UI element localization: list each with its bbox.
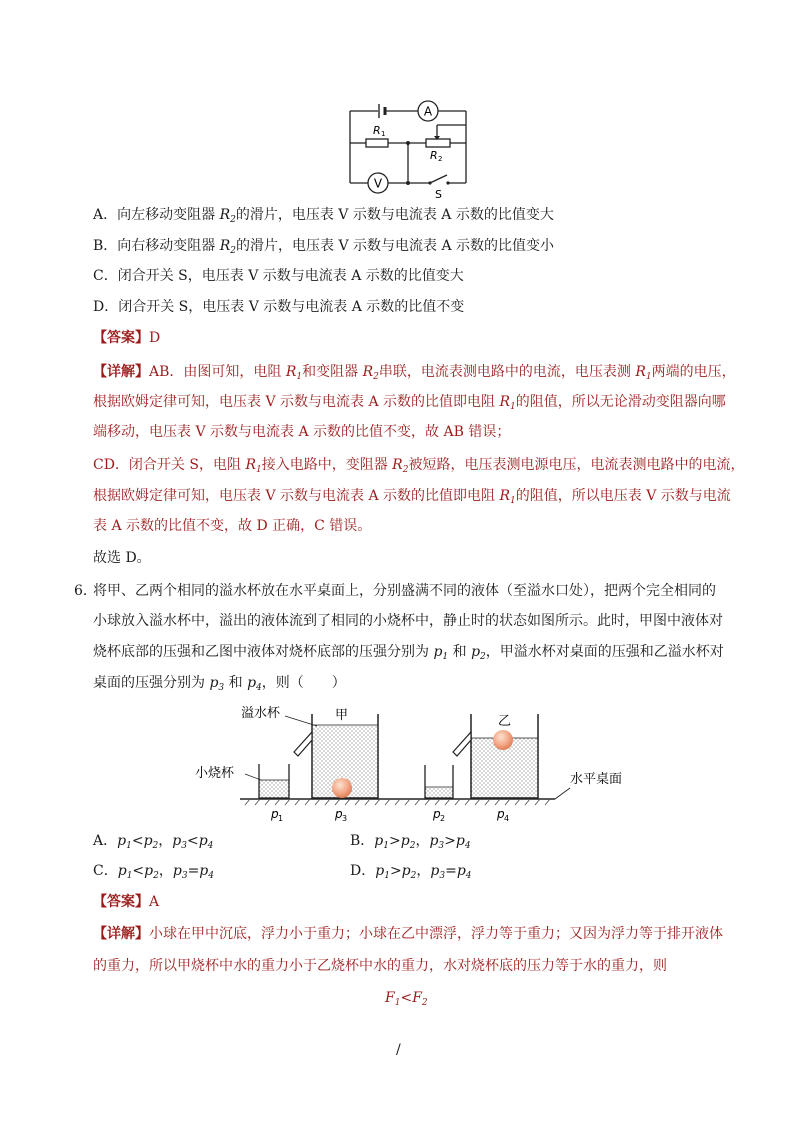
q6-option-a: A．$p_1<p_2$，$p_3<p_4$ <box>93 833 214 851</box>
jia-label: 甲 <box>335 708 349 723</box>
yi-label: 乙 <box>498 714 512 729</box>
p3-sub: 3 <box>342 814 348 823</box>
q6-stem-line-2: 小球放入溢水杯中，溢出的液体流到了相同的小烧杯中，静止时的状态如图所示。此时，甲图中液体对 <box>93 613 723 629</box>
ammeter-label: A <box>423 104 433 119</box>
q6-stem-line-4: 桌面的压强分别为 $p_3$ 和 $p_4$，则（ ） <box>93 675 346 693</box>
q6-answer: 【答案】A <box>93 894 160 910</box>
q6-stem-line-3: 烧杯底部的压强和乙图中液体对烧杯底部的压强分别为 $p_1$ 和 $p_2$，甲溢水杯对桌面的压强和乙溢水杯对 <box>93 644 724 662</box>
q5-detail-line-3: 端移动，电压表 V 示数与电流表 A 示数的比值不变，故 AB 错误； <box>93 424 511 440</box>
r1-sub: 1 <box>381 130 386 138</box>
q5-option-a: A．向左移动变阻器 $R_2$的滑片，电压表 V 示数与电流表 A 示数的比值变大 <box>93 207 554 225</box>
switch-label: S <box>435 188 442 200</box>
q6-number: 6． <box>74 583 97 599</box>
q5-detail-line-2: 根据欧姆定律可知，电压表 V 示数与电流表 A 示数的比值即电阻 $R_1$的阻值，所以无论滑动变阻器向哪 <box>93 394 726 412</box>
voltmeter-label: V <box>373 176 383 191</box>
circuit-diagram <box>340 95 475 200</box>
q5-option-d: D．闭合开关 S，电压表 V 示数与电流表 A 示数的比值不变 <box>93 299 465 315</box>
r2-sub: 2 <box>438 155 443 163</box>
q5-detail-line-6: 表 A 示数的比值不变，故 D 正确，C 错误。 <box>93 518 372 534</box>
small-beaker-label: 小烧杯 <box>195 766 235 781</box>
q6-detail-line-1: 【详解】小球在甲中沉底，浮力小于重力；小球在乙中漂浮，浮力等于重力；又因为浮力等于排开液体 <box>93 926 723 942</box>
q6-detail-line-2: 的重力，所以甲烧杯中水的重力小于乙烧杯中水的重力，水对烧杯底的压力等于水的重力，则 <box>93 958 667 974</box>
r2-label: R <box>430 149 438 162</box>
r1-label: R <box>373 124 381 137</box>
q6-stem-line-1: 将甲、乙两个相同的溢水杯放在水平桌面上，分别盛满不同的液体（至溢水口处），把两个完全相同的 <box>93 583 716 599</box>
overflow-cup-label: 溢水杯 <box>241 706 281 721</box>
p4-sub: 4 <box>504 814 510 823</box>
p1-sub: 1 <box>278 814 284 823</box>
q6-formula: $F_1<F_2$ <box>385 990 428 1008</box>
page-number: / <box>396 1042 401 1058</box>
q5-detail-line-5: 根据欧姆定律可知，电压表 V 示数与电流表 A 示数的比值即电阻 $R_1$的阻值，所以电压表 V 示数与电流 <box>93 488 731 506</box>
q5-detail-line-4: CD．闭合开关 S，电阻 $R_1$接入电路中，变阻器 $R_2$被短路，电压表测电源电压，电流表测电路中的电流， <box>93 457 745 475</box>
p4-label: p <box>497 807 505 821</box>
q6-option-d: D．$p_1>p_2$，$p_3=p_4$ <box>350 863 472 881</box>
q5-option-c: C．闭合开关 S，电压表 V 示数与电流表 A 示数的比值变大 <box>93 268 464 284</box>
p1-label: p <box>271 807 279 821</box>
p3-label: p <box>335 807 343 821</box>
q5-answer: 【答案】D <box>93 330 161 346</box>
table-label: 水平桌面 <box>570 772 623 787</box>
p2-label: p <box>433 807 441 821</box>
p2-sub: 2 <box>440 814 446 823</box>
q6-option-b: B．$p_1>p_2$，$p_3>p_4$ <box>350 833 471 851</box>
overflow-cup-figure <box>195 702 635 830</box>
q5-detail-line-1: 【详解】AB．由图可知，电阻 $R_1$和变阻器 $R_2$串联，电流表测电路中的电流，电压表测 $R_1$两端的电压， <box>93 364 736 382</box>
q6-option-c: C．$p_1<p_2$，$p_3=p_4$ <box>93 863 214 881</box>
q5-option-b: B．向右移动变阻器 $R_2$的滑片，电压表 V 示数与电流表 A 示数的比值变小 <box>93 238 555 256</box>
q5-conclusion: 故选 D。 <box>93 550 151 566</box>
